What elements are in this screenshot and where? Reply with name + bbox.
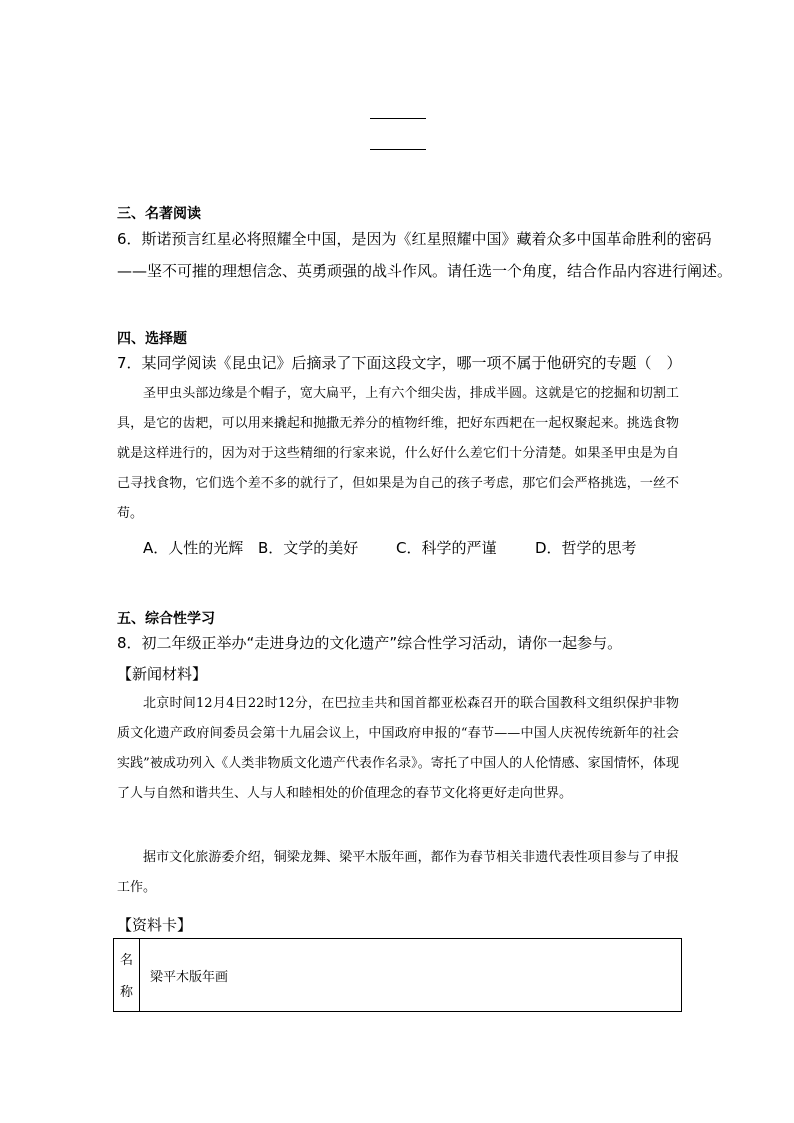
card-name-label-char-1: 名 [119,953,133,968]
section-heading-3: 三、名著阅读 [117,206,201,222]
news-material-label: 【新闻材料】 [117,665,208,683]
card-name-label-char-2: 称 [119,985,133,1000]
option-c: C．科学的严谨 [396,539,497,557]
answer-blank-line [370,118,426,119]
option-b: B．文学的美好 [258,539,359,557]
info-card-label: 【资料卡】 [117,916,193,934]
passage-paragraph: 圣甲虫头部边缘是个帽子，宽大扁平，上有六个细尖齿，排成半圆。这就是它的挖掘和切割工具，是它的齿耙，可以用来撬起和抛撒无养分的植物纤维，把好东西耙在一起权聚起来。挑选食物就是这样进行的，因为对于这些精细的行家来说，什么好什么差它们十分清楚。如果圣甲虫是为自己寻找食物，它们选个差不多的就行了，但如果是为自己的孩子考虑，那它们会严格挑选，一丝不苟。 [117,386,679,521]
question-8: 8．初二年级正举办“走进身边的文化遗产”综合性学习活动，请你一起参与。 [117,634,623,652]
section-heading-4: 四、选择题 [117,331,187,347]
question-7: 7．某同学阅读《昆虫记》后摘录了下面这段文字，哪一项不属于他研究的专题（ ） [117,354,682,372]
section-heading-5: 五、综合性学习 [117,611,215,627]
question-6-line-1: 6．斯诺预言红星必将照耀全中国，是因为《红星照耀中国》藏着众多中国革命胜利的密码 [117,230,712,248]
news-paragraph-1: 北京时间12月4日22时12分，在巴拉圭共和国首都亚松森召开的联合国教科文组织保护非物质文化遗产政府间委员会第十九届会议上，中国政府申报的“春节——中国人庆祝传统新年的社会实践”被成功列入《人类非物质文化遗产代表作名录》。寄托了中国人的人伦情感、家国情怀，体现了人与自然和谐共生、人与人和睦相处的价值理念的春节文化将更好走向世界。 [117,696,679,801]
answer-blank-line [370,149,426,150]
info-card-table [113,938,682,1012]
card-name-value: 梁平木版年画 [150,970,229,985]
card-name-label [114,939,140,1011]
news-paragraph-2: 据市文化旅游委介绍，铜梁龙舞、梁平木版年画，都作为春节相关非遗代表性项目参与了申报工作。 [117,850,679,895]
option-d: D．哲学的思考 [535,539,637,557]
option-a: A．人性的光辉 [143,539,244,557]
question-6-line-2: ——坚不可摧的理想信念、英勇顽强的战斗作风。请任选一个角度，结合作品内容进行阐述。 [117,262,733,280]
